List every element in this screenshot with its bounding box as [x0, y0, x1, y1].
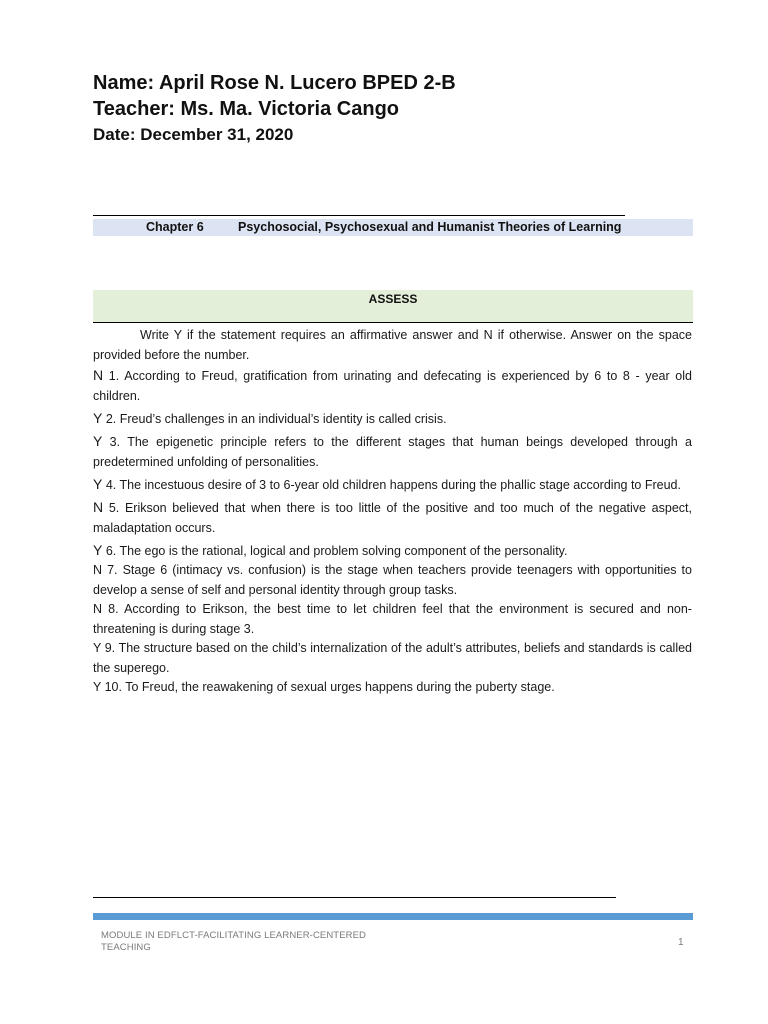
- question-number: 10.: [104, 680, 122, 694]
- answer-mark: Y: [93, 680, 102, 694]
- question-text: The structure based on the child’s internalization of the adult’s attributes, beliefs and standards is called the superego.: [93, 641, 692, 675]
- submission-date: Date: December 31, 2020: [93, 125, 294, 144]
- section-title: ASSESS: [368, 292, 418, 306]
- chapter-heading: [93, 219, 693, 236]
- question-item: [93, 365, 692, 406]
- question-item: [93, 678, 692, 698]
- answer-mark: Y: [93, 433, 103, 449]
- answer-mark: N: [93, 367, 104, 383]
- question-item: [93, 408, 692, 429]
- footer-accent-bar: [93, 913, 693, 920]
- page-number: 1: [678, 937, 684, 948]
- answer-mark: Y: [93, 542, 103, 558]
- question-number: 9.: [104, 641, 116, 655]
- teacher-name: Teacher: Ms. Ma. Victoria Cango: [93, 98, 400, 120]
- question-number: 6.: [105, 544, 117, 558]
- question-number: 2.: [105, 412, 117, 426]
- question-text: Freud’s challenges in an individual’s identity is called crisis.: [119, 412, 447, 426]
- question-item: [93, 561, 692, 600]
- answer-mark: Y: [93, 476, 103, 492]
- question-item: [93, 600, 692, 639]
- student-name: Name: April Rose N. Lucero BPED 2-B: [93, 72, 456, 94]
- question-item: [93, 639, 692, 678]
- question-item: [93, 431, 692, 472]
- question-text: According to Freud, gratification from urinating and defecating is experienced by 6 to 8 - year old children.: [93, 369, 692, 403]
- assessment-body: [93, 325, 692, 698]
- section-heading: [93, 290, 693, 323]
- question-number: 4.: [105, 478, 117, 492]
- question-text: Erikson believed that when there is too little of the positive and too much of the negative aspect, maladaptation occurs.: [93, 501, 692, 535]
- answer-mark: N: [93, 602, 103, 616]
- instructions: Write Y if the statement requires an affirmative answer and N if otherwise. Answer on the space provided before the number.: [93, 328, 692, 362]
- question-text: Stage 6 (intimacy vs. confusion) is the stage when teachers provide teenagers with opportunities to develop a sense of self and personal identity through group tasks.: [93, 563, 692, 597]
- answer-mark: Y: [93, 641, 102, 655]
- student-header: [93, 70, 693, 148]
- question-text: The incestuous desire of 3 to 6-year old children happens during the phallic stage according to Freud.: [119, 478, 681, 492]
- question-item: [93, 540, 692, 561]
- answer-mark: Y: [93, 410, 103, 426]
- question-text: According to Erikson, the best time to let children feel that the environment is secured and non-threatening is during stage 3.: [93, 602, 692, 636]
- answer-mark: N: [93, 499, 104, 515]
- question-number: 1.: [108, 369, 120, 383]
- question-text: To Freud, the reawakening of sexual urges happens during the puberty stage.: [125, 680, 555, 694]
- question-number: 8.: [108, 602, 119, 616]
- question-text: The epigenetic principle refers to the different stages that human beings developed through a predetermined unfolding of personalities.: [93, 435, 692, 469]
- bottom-divider: [93, 897, 616, 898]
- chapter-title: Psychosocial, Psychosexual and Humanist Theories of Learning: [238, 220, 622, 234]
- answer-mark: N: [93, 563, 103, 577]
- top-divider: [93, 215, 625, 216]
- chapter-number: Chapter 6: [146, 220, 204, 234]
- question-number: 5.: [108, 501, 120, 515]
- question-item: [93, 474, 692, 495]
- footer-module-title: MODULE IN EDFLCT-FACILITATING LEARNER-CENTERED TEACHING: [101, 930, 367, 953]
- question-number: 7.: [107, 563, 118, 577]
- question-number: 3.: [109, 435, 121, 449]
- question-item: [93, 497, 692, 538]
- question-text: The ego is the rational, logical and problem solving component of the personality.: [119, 544, 568, 558]
